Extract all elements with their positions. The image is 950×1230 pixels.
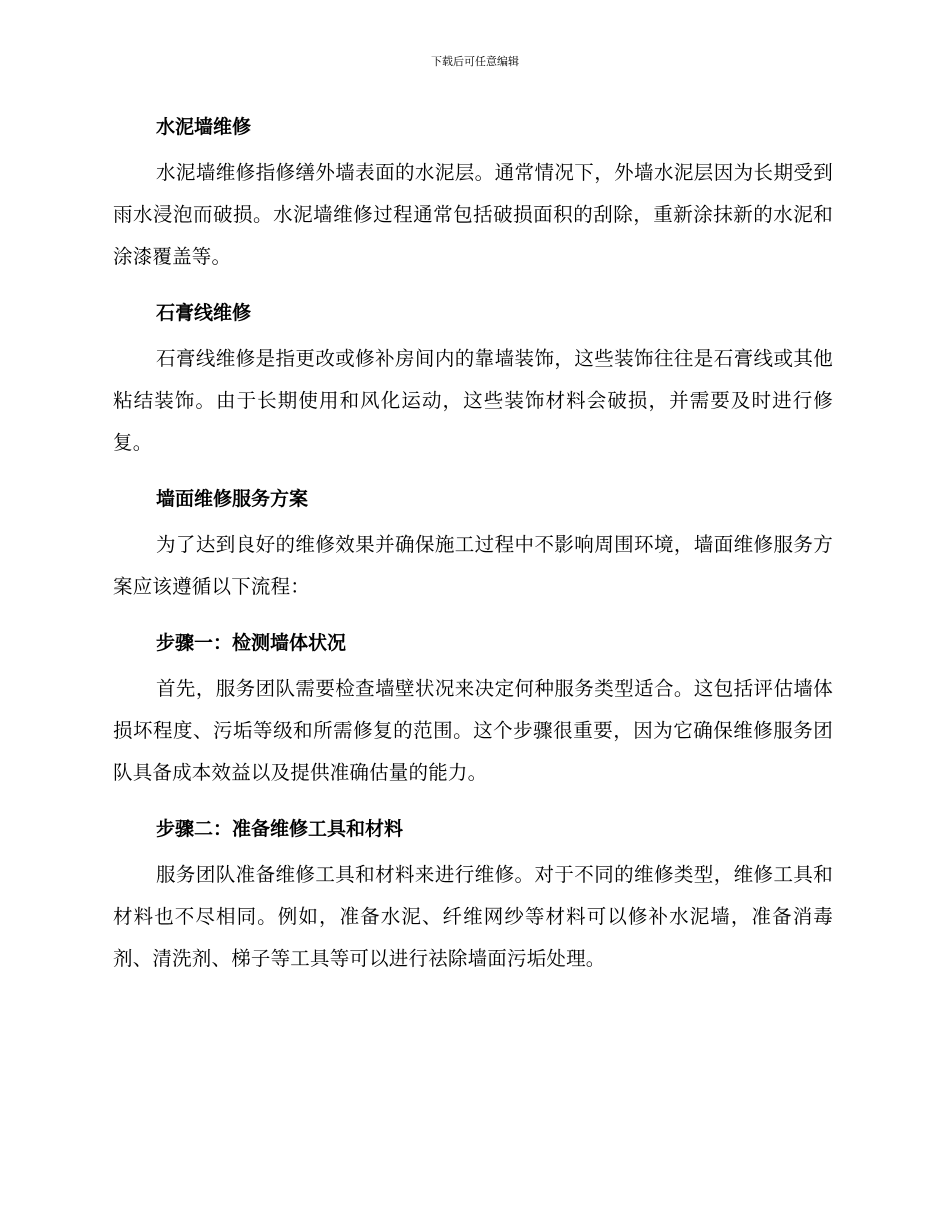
- section-heading-cement-wall: 水泥墙维修: [156, 116, 252, 138]
- section-paragraph-service-plan: 为了达到良好的维修效果并确保施工过程中不影响周围环境，墙面维修服务方案应该遵循以下流程：: [113, 533, 833, 598]
- section-paragraph-step-one: 首先，服务团队需要检查墙壁状况来决定何种服务类型适合。这包括评估墙体损坏程度、污垢等级和所需修复的范围。这个步骤很重要，因为它确保维修服务团队具备成本效益以及提供准确估量的能力。: [113, 677, 833, 784]
- section-paragraph-step-two: 服务团队准备维修工具和材料来进行维修。对于不同的维修类型，维修工具和材料也不尽相同。例如，准备水泥、纤维网纱等材料可以修补水泥墙，准备消毒剂、清洗剂、梯子等工具等可以进行祛除墙面污垢处理。: [113, 863, 833, 970]
- document-body: [113, 112, 833, 980]
- section-paragraph-plaster-line: 石膏线维修是指更改或修补房间内的靠墙装饰，这些装饰往往是石膏线或其他粘结装饰。由于长期使用和风化运动，这些装饰材料会破损，并需要及时进行修复。: [113, 347, 833, 454]
- section-heading-service-plan: 墙面维修服务方案: [156, 488, 309, 510]
- section-heading-step-two: 步骤二：准备维修工具和材料: [156, 818, 404, 840]
- section-heading-plaster-line: 石膏线维修: [156, 302, 252, 324]
- page-header: 下载后可任意编辑: [431, 55, 519, 68]
- section-paragraph-cement-wall: 水泥墙维修指修缮外墙表面的水泥层。通常情况下，外墙水泥层因为长期受到雨水浸泡而破损。水泥墙维修过程通常包括破损面积的刮除，重新涂抹新的水泥和涂漆覆盖等。: [113, 161, 833, 268]
- section-heading-step-one: 步骤一：检测墙体状况: [156, 632, 347, 654]
